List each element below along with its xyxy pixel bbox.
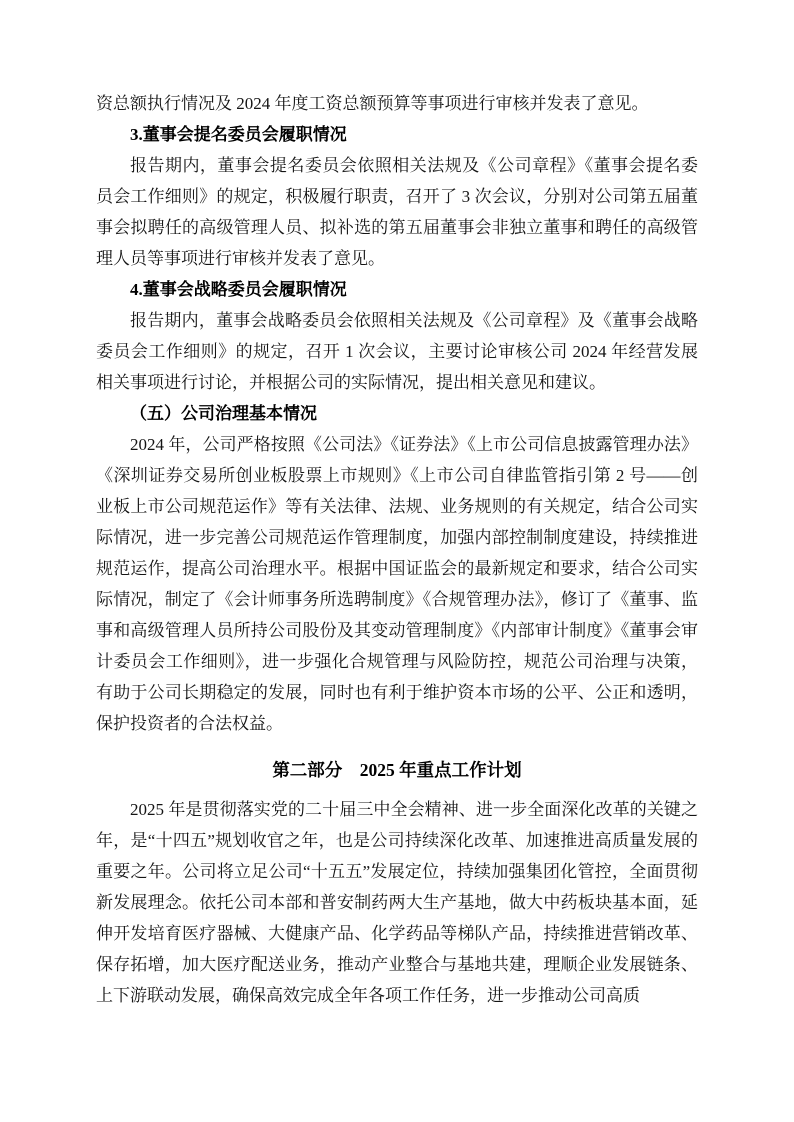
- paragraph-2025-work-plan: 2025 年是贯彻落实党的二十届三中全会精神、进一步全面深化改革的关键之年，是“十四五”规划收官之年，也是公司持续深化改革、加速推进高质量发展的重要之年。公司将立足公司“十五五”发展定位，持续加强集团化管控，全面贯彻新发展理念。依托公司本部和普安制药两大生产基地，做大中药板块基本面，延伸开发培育医疗器械、大健康产品、化学药品等梯队产品，持续推进营销改革、保存拓增，加大医疗配送业务，推动产业整合与基地共建，理顺企业发展链条、上下游联动发展，确保高效完成全年各项工作任务，进一步推动公司高质: [96, 800, 698, 1005]
- subsection-heading-strategy-committee: 4.董事会战略委员会履职情况: [130, 280, 347, 299]
- paragraph-continuation: 资总额执行情况及 2024 年度工资总额预算等事项进行审核并发表了意见。: [96, 94, 649, 113]
- section-heading-part-two: 第二部分 2025 年重点工作计划: [272, 760, 522, 780]
- document-content: [96, 88, 698, 1011]
- subsection-heading-nomination-committee: 3.董事会提名委员会履职情况: [130, 125, 347, 144]
- subsection-heading-corporate-governance: （五）公司治理基本情况: [130, 404, 317, 423]
- paragraph-strategy-committee: 报告期内，董事会战略委员会依照相关法规及《公司章程》及《董事会战略委员会工作细则》的规定，召开 1 次会议，主要讨论审核公司 2024 年经营发展相关事项进行讨论，并根据公司的实际情况，提出相关意见和建议。: [96, 311, 698, 392]
- paragraph-corporate-governance: 2024 年，公司严格按照《公司法》《证券法》《上市公司信息披露管理办法》《深圳证券交易所创业板股票上市规则》《上市公司自律监管指引第 2 号——创业板上市公司规范运作》等有关法律、法规、业务规则的有关规定，结合公司实际情况，进一步完善公司规范运作管理制度，加强内部控制制度建设，持续推进规范运作，提高公司治理水平。根据中国证监会的最新规定和要求，结合公司实际情况，制定了《会计师事务所选聘制度》《合规管理办法》，修订了《董事、监事和高级管理人员所持公司股份及其变动管理制度》《内部审计制度》《董事会审计委员会工作细则》，进一步强化合规管理与风险防控，规范公司治理与决策，有助于公司长期稳定的发展，同时也有利于维护资本市场的公平、公正和透明，保护投资者的合法权益。: [96, 435, 698, 733]
- paragraph-nomination-committee: 报告期内，董事会提名委员会依照相关法规及《公司章程》《董事会提名委员会工作细则》的规定，积极履行职责，召开了 3 次会议，分别对公司第五届董事会拟聘任的高级管理人员、拟补选的第五届董事会非独立董事和聘任的高级管理人员等事项进行审核并发表了意见。: [96, 156, 698, 268]
